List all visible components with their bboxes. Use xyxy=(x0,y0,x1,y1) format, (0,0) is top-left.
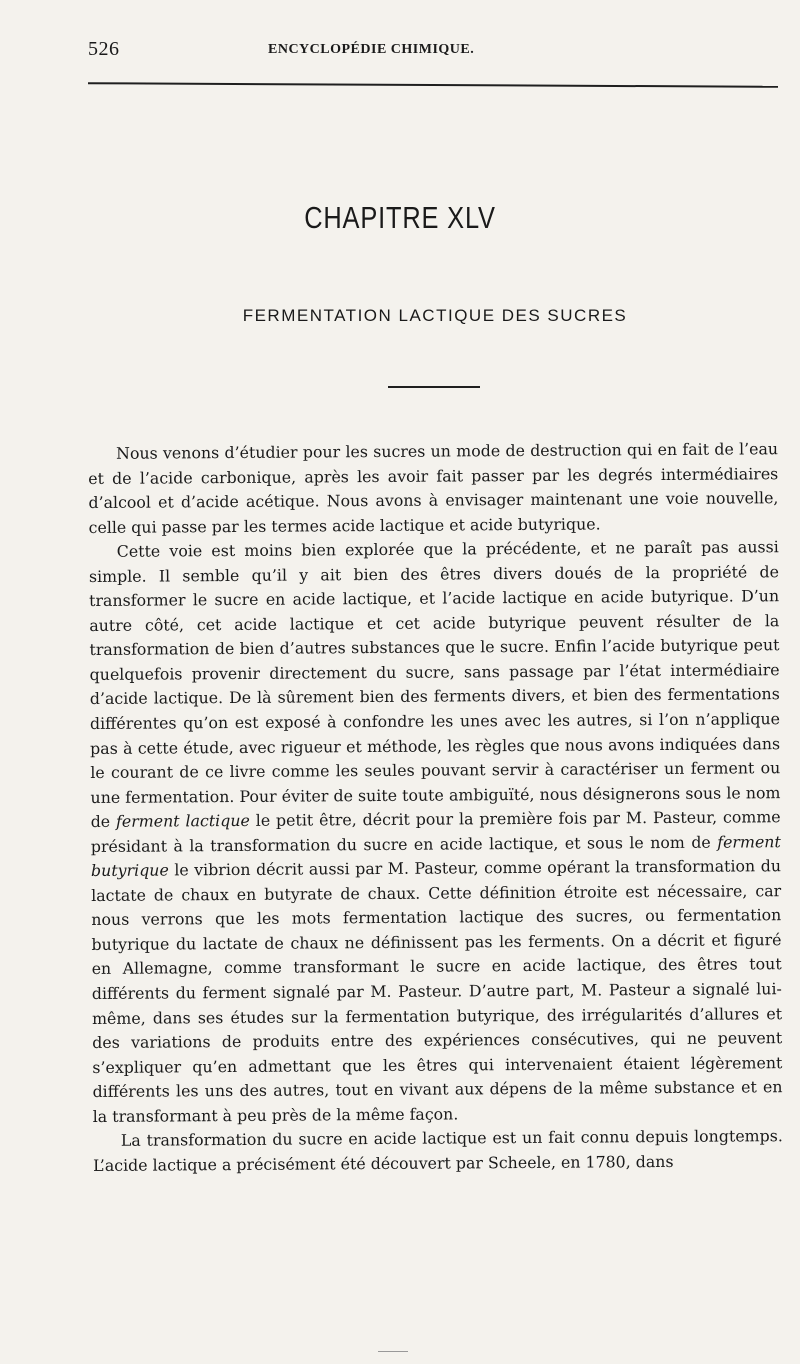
chapter-title: CHAPITRE XLV xyxy=(304,200,496,235)
running-title: ENCYCLOPÉDIE CHIMIQUE. xyxy=(268,42,475,57)
paragraph-2-part-a: Cette voie est moins bien explorée que la précédente, et ne paraît pas aussi simple. Il semble qu’il y ait bien des êtres divers doués de la propriété de transformer le sucre en acide lactique, et l’acide lactique en acide butyrique. D’un autre côté, cet acide lactique et cet acide butyrique peuvent résulter de la transformation de bien d’autres substances que le sucre. Enfin l’acide butyrique peut quelquefois provenir directement du sucre, sans passage par l’état intermédiaire d’acide lactique. De là sûrement bien des ferments divers, et bien des fermentations différentes qu’on est exposé à confondre les unes avec les autres, si l’on n’applique pas à cette étude, avec rigueur et méthode, les règles que nous avons indiquées dans le courant de ce livre comme les seules pouvant servir à caractériser un ferment ou une fermentation. Pour éviter de suite toute ambiguïté, nous désignerons sous le nom de xyxy=(88,537,781,832)
paragraph-2-part-b: le petit être, décrit pour la première fois par M. Pasteur, comme présidant à la transformation du sucre en acide lactique, et sous le nom de xyxy=(90,807,781,856)
header-rule xyxy=(88,82,778,88)
paragraph-1: Nous venons d’étudier pour les sucres un mode de destruction qui en fait de l’eau et de l’acide carbonique, après les avoir fait passer par les degrés intermédiaires d’alcool et d’acide acétique. Nous avons à envisager maintenant une voie nouvelle, celle qui passe par les termes acide lactique et acide butyrique. xyxy=(88,439,779,537)
paragraph-2-part-c: le vibrion décrit aussi par M. Pasteur, comme opérant la transformation du lactate de chaux en butyrate de chaux. Cette définition étroite est nécessaire, car nous verrons que les mots fermentation lactique des sucres, ou fermentation butyrique du lactate de chaux ne définissent pas les ferments. On a décrit et figuré en Allemagne, comme transformant le sucre en acide lactique, des êtres tout différents du ferment signalé par M. Pasteur. D’autre part, M. Pasteur a signalé lui-même, dans ses études sur la fermentation butyrique, des irrégularités d’allures et des variations de produits entre des expériences consécutives, qui ne peuvent s’expliquer qu’en admettant que les êtres qui intervenaient étaient légèrement différents les uns des autres, tout en vivant aux dépens de la même substance et en la transformant à peu près de la même façon. xyxy=(91,856,783,1126)
running-header xyxy=(88,38,778,70)
section-divider xyxy=(388,386,480,388)
paragraph-2 xyxy=(89,535,783,1129)
chapter-subtitle: FERMENTATION LACTIQUE DES SUCRES xyxy=(242,306,628,325)
bottom-mark xyxy=(378,1351,408,1352)
term-ferment-butyrique: ferment butyrique xyxy=(90,831,781,881)
page-number: 526 xyxy=(88,38,120,60)
paragraph-3: La transformation du sucre en acide lactique est un fait connu depuis longtemps. L’acide lactique a précisément été découvert par Scheele, en 1780, dans xyxy=(92,1126,783,1175)
term-ferment-lactique: ferment lactique xyxy=(115,811,250,832)
body-text xyxy=(88,437,783,1178)
